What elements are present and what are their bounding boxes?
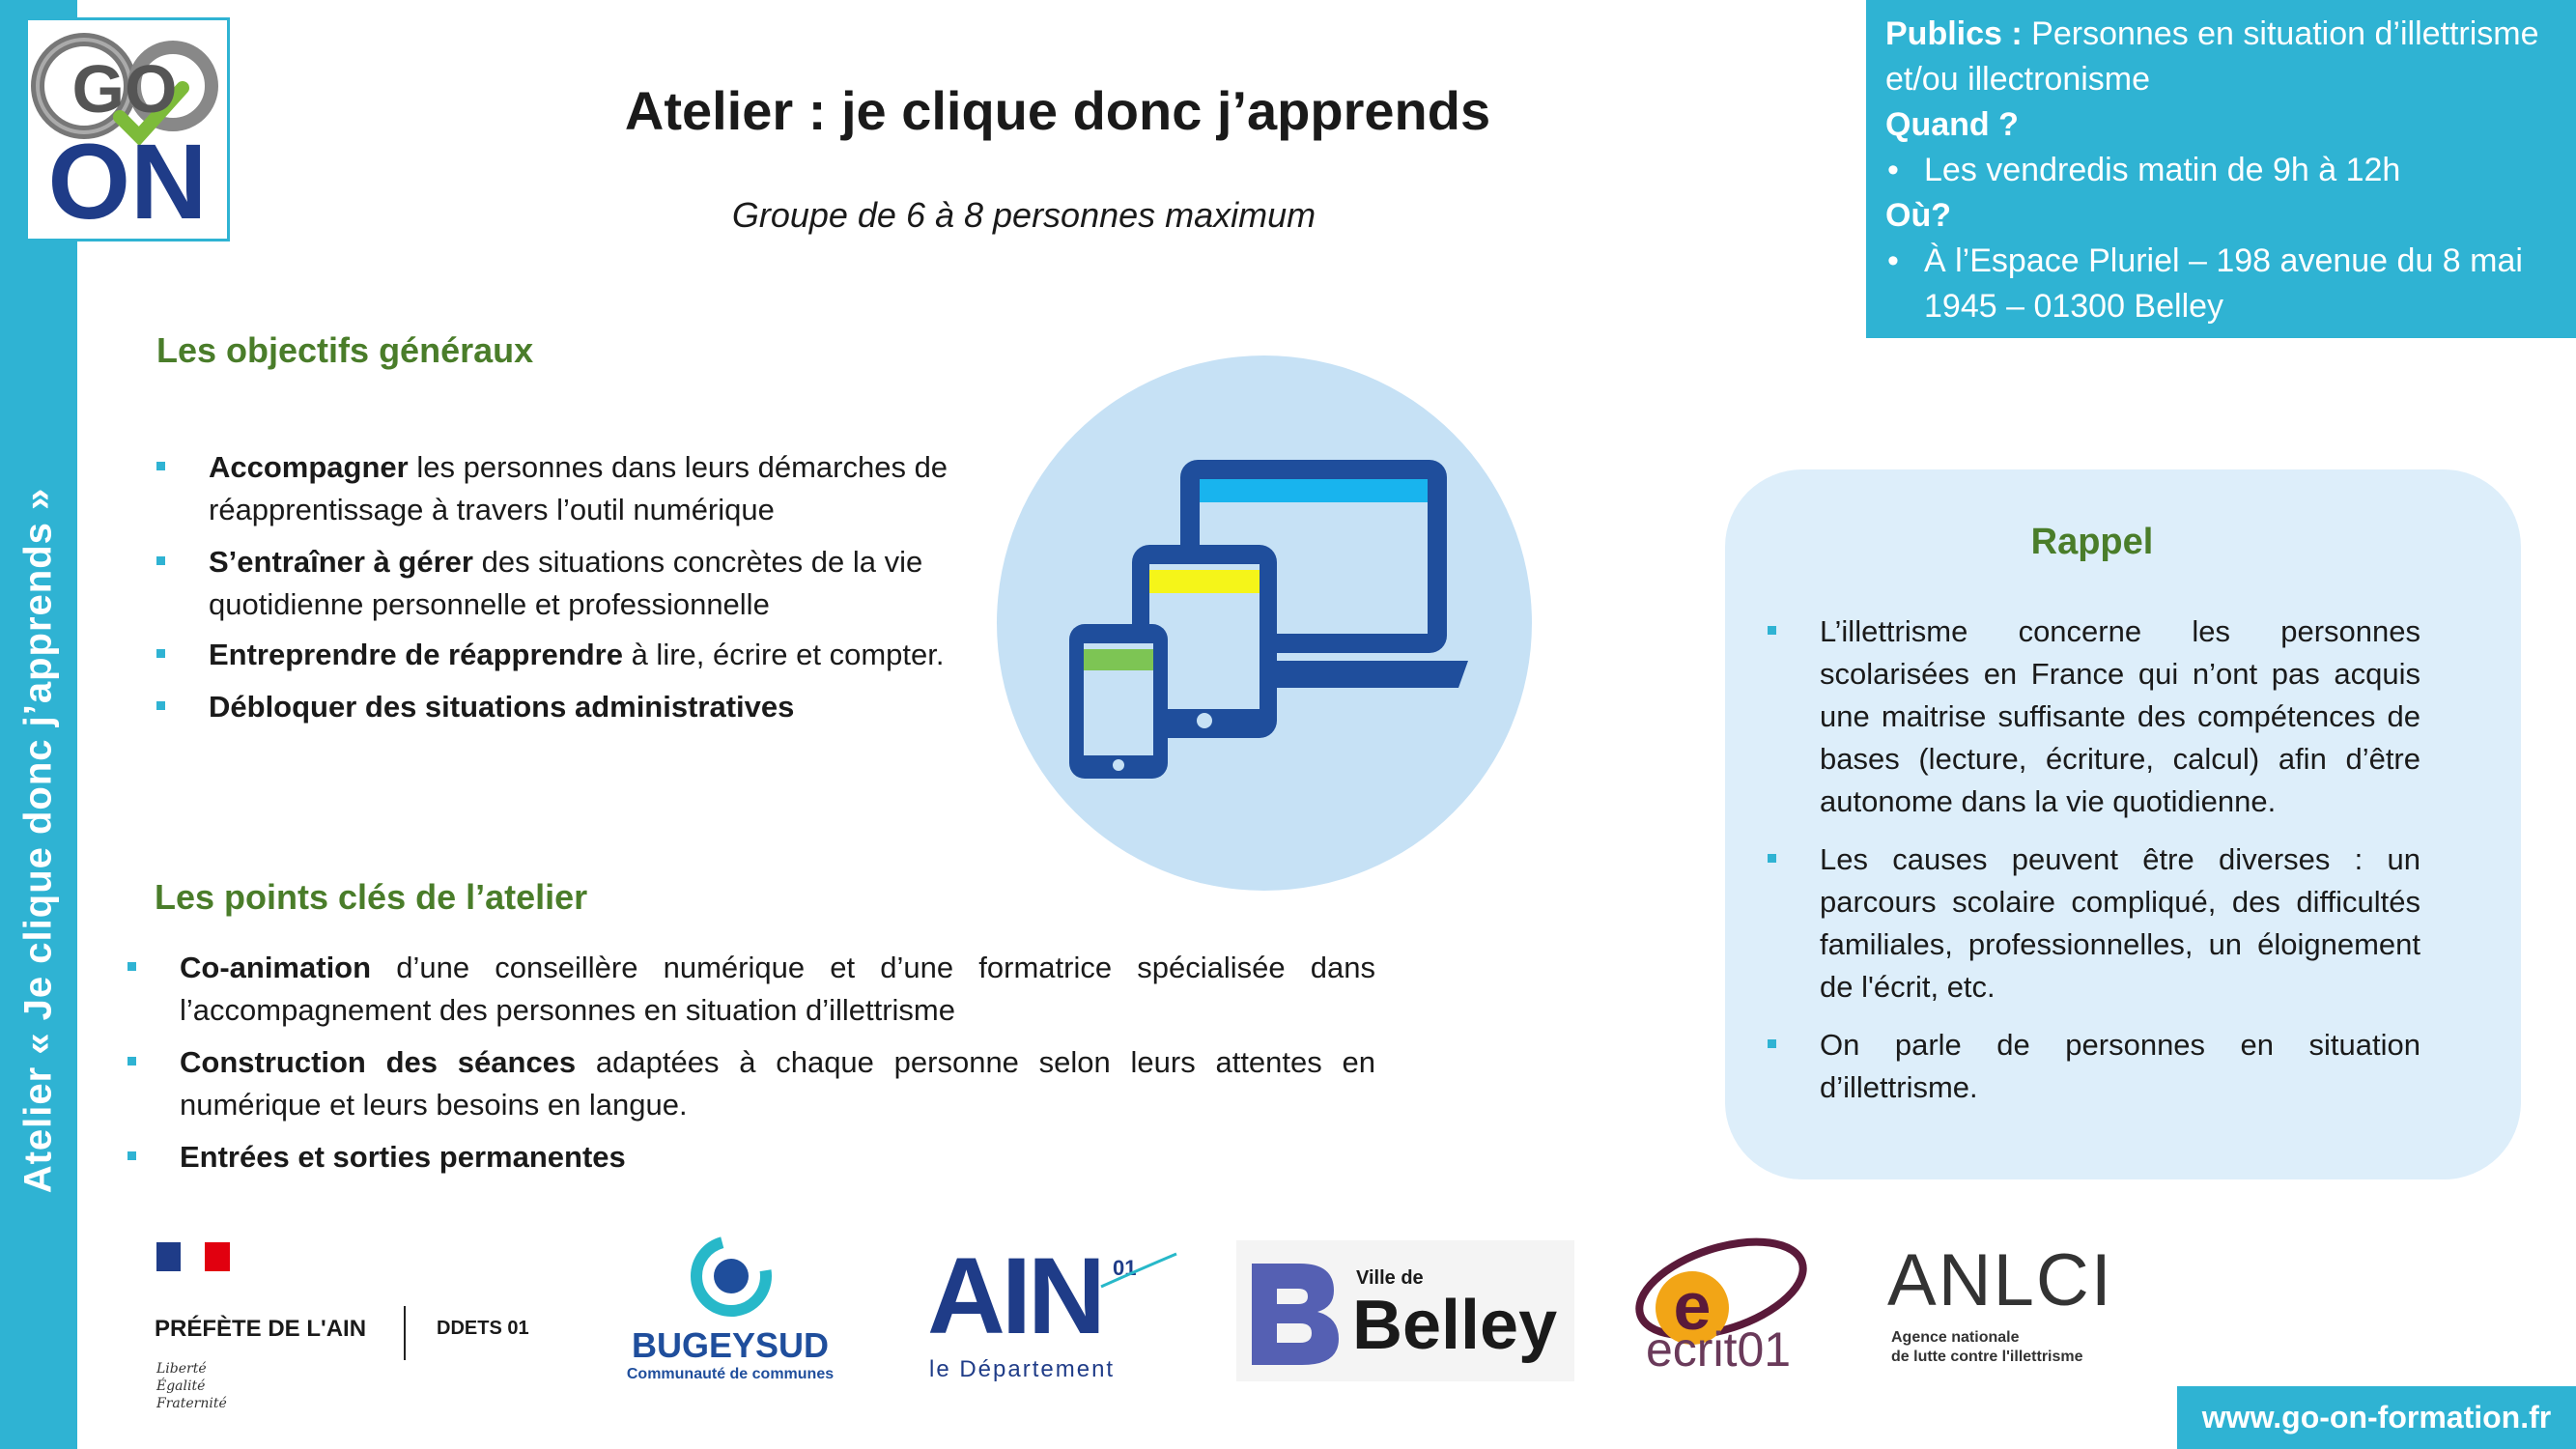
prefete-text: PRÉFÈTE DE L'AIN (155, 1316, 367, 1342)
list-item: L’illettrisme concerne les personnes scolarisées en France qui n’ont pas acquis une maitrise suffisante des compétences de bases (lecture, écriture, calcul) afin d’être autonome dans la vie quotidienne. (1764, 611, 2420, 823)
anlci-logo (1887, 1239, 2119, 1378)
list-item: On parle de personnes en situation d’illettrisme. (1764, 1024, 2420, 1109)
rappel-list (1764, 611, 2420, 1119)
marianne-flag-icon (156, 1242, 230, 1271)
publics-line (1885, 12, 2557, 102)
page-subtitle: Groupe de 6 à 8 personnes maximum (731, 195, 1316, 235)
rappel-title: Rappel (2030, 522, 2154, 562)
ddets-text: DDETS 01 (437, 1318, 529, 1339)
belley-name: Belley (1352, 1287, 1558, 1364)
belley-ville: Ville de (1356, 1267, 1424, 1289)
list-item: Construction des séances adaptées à chaque personne selon leurs attentes en numérique et leurs besoins en langue. (124, 1041, 1375, 1126)
points-list (124, 947, 1375, 1188)
info-box (1866, 0, 2576, 338)
objectifs-list (153, 446, 964, 738)
list-item: Débloquer des situations administratives (153, 686, 964, 728)
devices-illustration (997, 355, 1532, 891)
list-item: Les causes peuvent être diverses : un parcours scolaire compliqué, des difficultés familiales, professionnelles, un éloignement de l'écrit, etc. (1764, 838, 2420, 1009)
devices-icon (997, 355, 1532, 891)
devise-fraternite: Fraternité (156, 1396, 227, 1411)
ain-swoosh-icon (1091, 1252, 1178, 1291)
points-heading: Les points clés de l’atelier (155, 877, 588, 917)
publics-text: Personnes en situation d’illettrisme et/ou illectronisme (1885, 15, 2539, 98)
ecrit01-text: ecrit01 (1646, 1322, 1792, 1377)
ain-num: 01 (1113, 1256, 1137, 1280)
bugeysud-logo (614, 1233, 846, 1387)
go-on-logo (25, 17, 230, 242)
ain-sub: le Département (929, 1356, 1116, 1382)
list-item: Entreprendre de réapprendre à lire, écrire et compter. (153, 634, 964, 676)
prefete-logo (155, 1242, 541, 1426)
list-item: Entrées et sorties permanentes (124, 1136, 1375, 1179)
logo-on-text: ON (47, 123, 208, 239)
quand-item: • Les vendredis matin de 9h à 12h (1885, 148, 2557, 193)
ain-logo (927, 1236, 1188, 1387)
list-item: Accompagner les personnes dans leurs démarches de réapprentissage à travers l’outil numérique (153, 446, 964, 531)
ecrit01-logo (1632, 1233, 1816, 1378)
logo-go-text: GO (71, 51, 178, 127)
anlci-sub2: de lutte contre l'illettrisme (1891, 1349, 2083, 1365)
ou-label: Où? (1885, 197, 1951, 234)
belley-logo (1236, 1240, 1574, 1381)
list-item: S’entraîner à gérer des situations concrètes de la vie quotidienne personnelle et professionnelle (153, 541, 964, 626)
quand-label: Quand ? (1885, 106, 2019, 143)
objectifs-heading: Les objectifs généraux (156, 330, 534, 370)
anlci-name: ANLCI (1887, 1239, 2113, 1321)
devise-liberte: Liberté (156, 1361, 207, 1377)
bugeysud-swirl-icon (688, 1233, 775, 1320)
bugeysud-name: BUGEYSUD (631, 1325, 830, 1365)
page-title: Atelier : je clique donc j’apprends (624, 80, 1491, 141)
anlci-sub1: Agence nationale (1891, 1329, 2020, 1346)
devise-egalite: Égalité (156, 1378, 206, 1394)
side-title: Atelier « Je clique donc j’apprends » (16, 487, 60, 1194)
ou-item: • À l’Espace Pluriel – 198 avenue du 8 mai 1945 – 01300 Belley (1885, 239, 2557, 329)
publics-label: Publics : (1885, 15, 2023, 52)
ain-name: AIN (927, 1236, 1102, 1356)
bugeysud-sub: Communauté de communes (626, 1366, 835, 1382)
svg-text:e: e (1673, 1268, 1712, 1344)
list-item: Co-animation d’une conseillère numérique et d’une formatrice spécialisée dans l’accompagnement des personnes en situation d’illettrisme (124, 947, 1375, 1032)
website-link[interactable]: www.go-on-formation.fr (2177, 1386, 2576, 1449)
belley-b-icon (1242, 1254, 1348, 1370)
